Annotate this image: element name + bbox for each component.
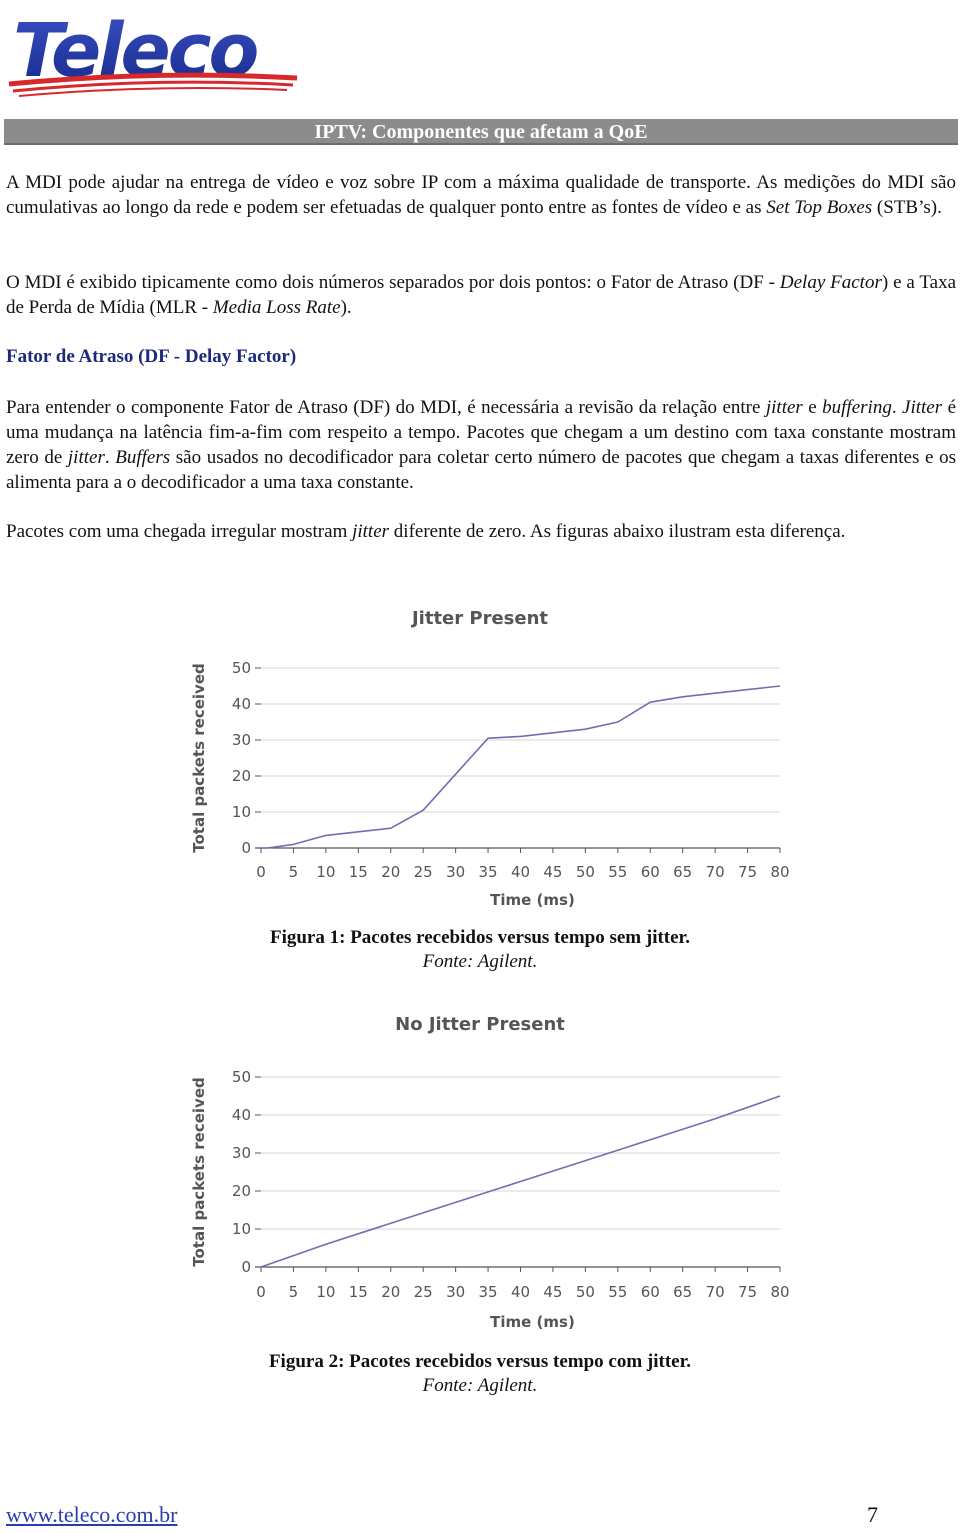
figure-2-caption xyxy=(0,1350,960,1398)
x-tick-label: 25 xyxy=(413,1283,433,1301)
italic-run: jitter xyxy=(765,397,803,418)
x-axis-label: Time (ms) xyxy=(490,891,575,909)
italic-run: buffering xyxy=(822,397,892,418)
x-tick-label: 70 xyxy=(705,1283,725,1301)
document-title: IPTV: Componentes que afetam a QoE xyxy=(314,121,648,143)
y-tick-label: 30 xyxy=(231,1144,251,1162)
y-tick-label: 20 xyxy=(231,1182,251,1200)
chart-jitter-present xyxy=(174,594,796,924)
x-tick-label: 50 xyxy=(575,863,595,881)
paragraph-mdi-format xyxy=(6,270,956,320)
italic-run: Set Top Boxes xyxy=(766,197,873,218)
x-tick-label: 0 xyxy=(256,1283,266,1301)
italic-run: Delay Factor xyxy=(779,272,882,293)
x-tick-label: 80 xyxy=(770,1283,790,1301)
x-tick-label: 10 xyxy=(316,1283,336,1301)
footer-website-link[interactable]: www.teleco.com.br xyxy=(6,1502,178,1527)
x-tick-label: 45 xyxy=(543,1283,563,1301)
italic-run: jitter xyxy=(67,447,105,468)
y-tick-label: 10 xyxy=(231,803,251,821)
text-run: . xyxy=(891,397,903,418)
italic-run: Media Loss Rate xyxy=(212,297,341,318)
y-tick-label: 50 xyxy=(231,1068,251,1086)
x-tick-label: 5 xyxy=(288,1283,299,1301)
text-run: . xyxy=(104,447,116,468)
text-run: é uma mudança na latência fim-a-fim com respeito a tempo. Pacotes que chegam a um destino com taxa constante mostram zero de xyxy=(6,397,957,468)
x-tick-label: 65 xyxy=(673,1283,693,1301)
logo-text: Teleco xyxy=(13,8,257,94)
document-title-bar xyxy=(4,119,958,145)
x-tick-label: 70 xyxy=(705,863,725,881)
y-tick-label: 0 xyxy=(241,1258,251,1276)
x-tick-label: 50 xyxy=(575,1283,595,1301)
x-tick-label: 45 xyxy=(543,863,563,881)
x-tick-label: 60 xyxy=(640,1283,660,1301)
italic-run: Jitter xyxy=(902,397,943,418)
series-line xyxy=(261,686,780,848)
x-tick-label: 15 xyxy=(348,863,368,881)
x-tick-label: 5 xyxy=(288,863,299,881)
x-tick-label: 75 xyxy=(738,1283,758,1301)
chart-no-jitter-present xyxy=(174,1003,796,1339)
paragraph-mdi-intro xyxy=(6,170,956,220)
x-axis-label: Time (ms) xyxy=(490,1313,575,1331)
x-tick-label: 30 xyxy=(446,863,466,881)
x-tick-label: 10 xyxy=(316,863,336,881)
x-tick-label: 35 xyxy=(478,1283,498,1301)
y-tick-label: 40 xyxy=(231,695,251,713)
chart-title: Jitter Present xyxy=(411,608,549,629)
y-tick-label: 50 xyxy=(231,659,251,677)
text-run: são usados no decodificador para coletar certo número de pacotes que chegam a taxas diferentes e os alimenta para a o decodificador a uma taxa constante. xyxy=(6,447,956,493)
chart-svg xyxy=(174,1003,796,1339)
teleco-logo xyxy=(5,4,305,100)
x-tick-label: 60 xyxy=(640,863,660,881)
x-tick-label: 65 xyxy=(673,863,693,881)
page-number: 7 xyxy=(867,1502,878,1527)
text-run: O MDI é exibido tipicamente como dois números separados por dois pontos: o Fator de Atraso (DF - xyxy=(6,272,780,293)
x-tick-label: 75 xyxy=(738,863,758,881)
text-run: Para entender o componente Fator de Atraso (DF) do MDI, é necessária a revisão da relação entre xyxy=(6,397,766,418)
paragraph-jitter-explanation xyxy=(6,395,956,495)
chart-svg xyxy=(174,594,796,924)
text-run: e xyxy=(802,397,823,418)
y-axis-label: Total packets received xyxy=(190,663,208,853)
x-tick-label: 0 xyxy=(256,863,266,881)
x-tick-label: 80 xyxy=(770,863,790,881)
figure-caption-title: Figura 2: Pacotes recebidos versus tempo com jitter. xyxy=(268,1351,692,1372)
figure-1-caption xyxy=(0,926,960,974)
x-tick-label: 40 xyxy=(510,863,531,881)
text-run: ) e a Taxa de Perda de Mídia (MLR - xyxy=(6,272,957,318)
x-tick-label: 20 xyxy=(381,863,401,881)
x-tick-label: 15 xyxy=(348,1283,368,1301)
y-axis-label: Total packets received xyxy=(190,1077,208,1267)
y-tick-label: 30 xyxy=(231,731,251,749)
y-tick-label: 20 xyxy=(231,767,251,785)
section-heading: Fator de Atraso (DF - Delay Factor) xyxy=(6,346,297,367)
y-tick-label: 10 xyxy=(231,1220,251,1238)
text-run: Pacotes com uma chegada irregular mostram xyxy=(6,521,353,542)
series-line xyxy=(261,1096,780,1267)
figure-caption-source: Fonte: Agilent. xyxy=(422,951,538,972)
x-tick-label: 25 xyxy=(413,863,433,881)
figure-caption-title: Figura 1: Pacotes recebidos versus tempo sem jitter. xyxy=(269,927,690,948)
x-tick-label: 20 xyxy=(381,1283,401,1301)
chart-title: No Jitter Present xyxy=(395,1014,565,1035)
x-tick-label: 55 xyxy=(608,1283,628,1301)
italic-run: jitter xyxy=(352,521,390,542)
text-run: ). xyxy=(340,297,352,318)
y-tick-label: 0 xyxy=(241,839,251,857)
paragraph-figures-intro xyxy=(6,519,956,544)
x-tick-label: 35 xyxy=(478,863,498,881)
text-run: (STB’s). xyxy=(872,197,942,218)
x-tick-label: 40 xyxy=(510,1283,531,1301)
figure-caption-source: Fonte: Agilent. xyxy=(422,1375,538,1396)
text-run: diferente de zero. As figuras abaixo ilustram esta diferença. xyxy=(389,521,846,542)
y-tick-label: 40 xyxy=(231,1106,251,1124)
x-tick-label: 30 xyxy=(446,1283,466,1301)
text-run: A MDI pode ajudar na entrega de vídeo e voz sobre IP com a máxima qualidade de transporte. As medições do MDI são cumulativas ao longo da rede e podem ser efetuadas de qualquer ponto entre as fontes de vídeo e as xyxy=(6,172,956,218)
italic-run: Buffers xyxy=(115,447,171,468)
x-tick-label: 55 xyxy=(608,863,628,881)
